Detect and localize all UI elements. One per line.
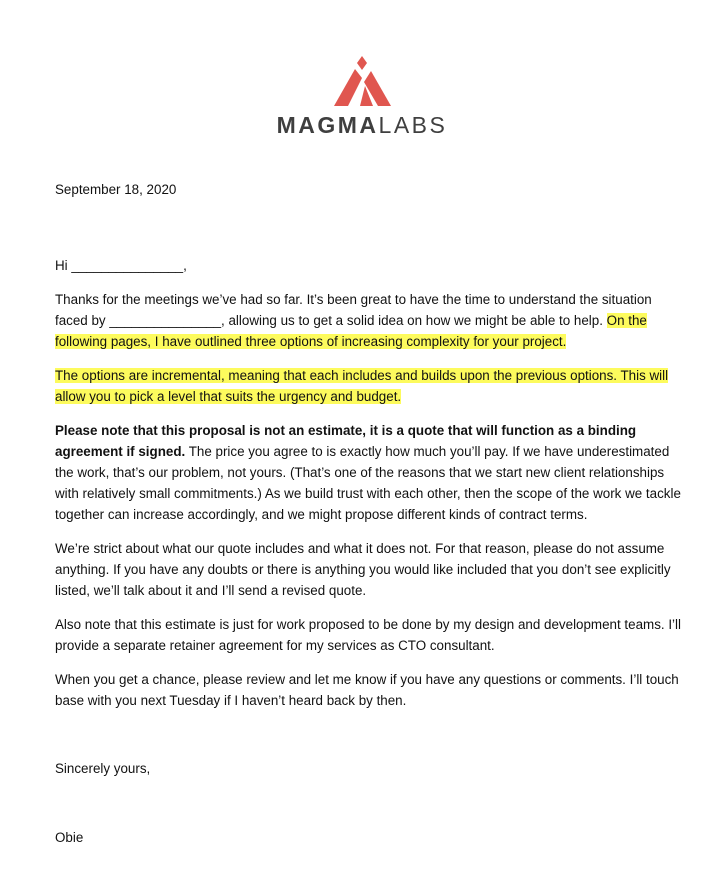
paragraph-estimate-note: Also note that this estimate is just for work proposed to be done by my design and development teams. I’ll provide a separate retainer agreement for my services as CTO consultant. [55, 617, 681, 653]
letter-closing: Sincerely yours, [55, 761, 151, 776]
letter-date: September 18, 2020 [55, 182, 177, 197]
logo-wordmark [0, 112, 724, 138]
letter-greeting: Hi _______________, [55, 258, 187, 273]
quote-terms-bold: Please note that this proposal is not an estimate, it is a quote that will function as a binding agreement if signed. [55, 423, 637, 459]
intro-text: Thanks for the meetings we’ve had so far. It’s been great to have the time to understand the situation faced by _______________, allowing us to get a solid idea on how we might be able to help. [55, 292, 652, 328]
logo-word-magma: MAGMA [276, 112, 379, 138]
options-highlight: The options are incremental, meaning that each includes and builds upon the previous options. This will allow you to pick a level that suits the urgency and budget. [55, 368, 669, 404]
letter-signature: Obie [55, 830, 84, 845]
quote-terms-text: The price you agree to is exactly how much you’ll pay. If we have underestimated the work, that’s our problem, not yours. (That’s one of the reasons that we start new client relationships with relatively small commitments.) As we build trust with each other, then the scope of the work we tackle together can increase accordingly, and we might propose different kinds of contract terms. [55, 444, 681, 522]
intro-highlight: On the following pages, I have outlined three options of increasing complexity for your project. [55, 313, 647, 349]
logo-word-labs: LABS [378, 112, 448, 138]
paragraph-options [55, 365, 685, 407]
paragraph-next-steps: When you get a chance, please review and let me know if you have any questions or comments. I’ll touch base with you next Tuesday if I haven’t heard back by then. [55, 672, 679, 708]
paragraph-quote-terms [55, 420, 685, 525]
company-logo [0, 56, 724, 138]
paragraph-intro [55, 289, 685, 352]
paragraph-scope: We’re strict about what our quote includes and what it does not. For that reason, please do not assume anything. If you have any doubts or there is anything you would like included that you don’t see explicitly listed, we’ll talk about it and I’ll send a revised quote. [55, 541, 671, 598]
magma-logo-mark-icon [332, 56, 392, 106]
